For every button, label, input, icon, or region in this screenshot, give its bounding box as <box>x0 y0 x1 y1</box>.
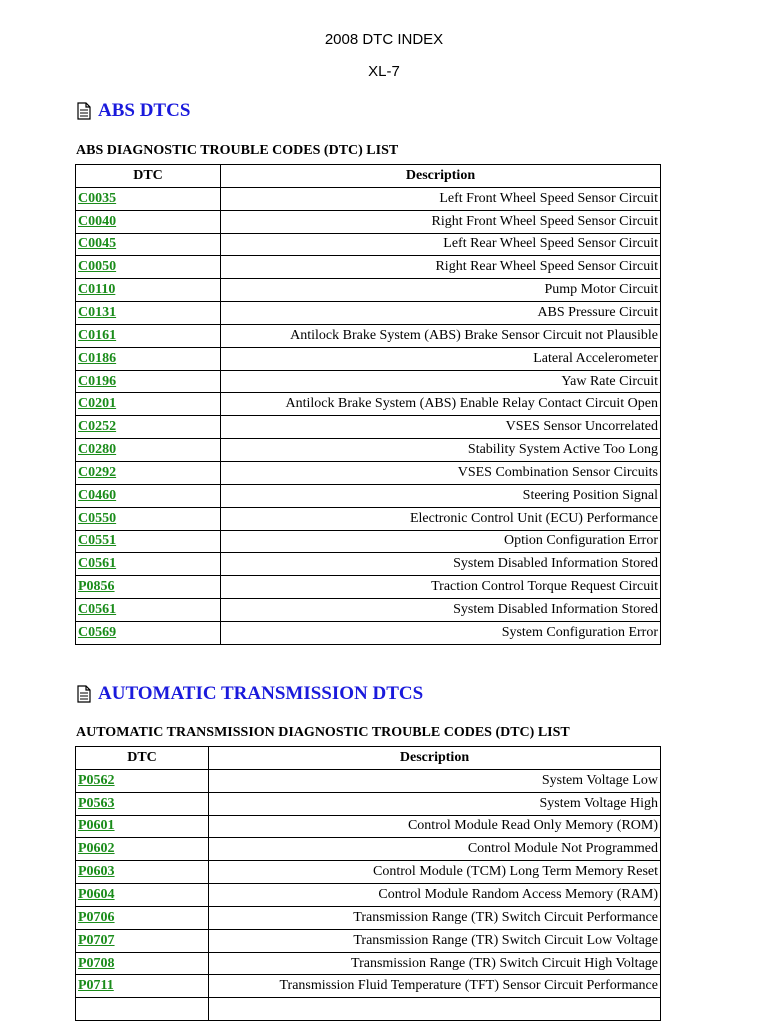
table-row <box>76 370 661 393</box>
dtc-cell <box>76 439 221 462</box>
dtc-code-link[interactable]: P0711 <box>78 978 114 994</box>
column-header-description: Description <box>209 747 661 770</box>
section-heading-label: AUTOMATIC TRANSMISSION DTCS <box>98 683 424 704</box>
table-row <box>76 393 661 416</box>
dtc-code-link[interactable]: C0196 <box>78 373 117 389</box>
dtc-cell <box>76 416 221 439</box>
dtc-table-abs <box>75 164 661 645</box>
table-row <box>76 975 661 998</box>
dtc-code-link[interactable]: P0604 <box>78 886 115 902</box>
table-row <box>76 815 661 838</box>
column-header-dtc: DTC <box>76 165 221 188</box>
table-row <box>76 576 661 599</box>
dtc-cell <box>76 576 221 599</box>
dtc-code-link[interactable]: C0550 <box>78 510 117 526</box>
dtc-code-link[interactable]: C0161 <box>78 327 117 343</box>
dtc-description: Transmission Range (TR) Switch Circuit Low Voltage <box>209 929 661 952</box>
dtc-cell <box>76 370 221 393</box>
dtc-code-link[interactable]: C0551 <box>78 533 117 549</box>
dtc-description: System Voltage Low <box>209 769 661 792</box>
dtc-code-link[interactable]: P0563 <box>78 795 115 811</box>
dtc-code-link[interactable]: C0561 <box>78 601 117 617</box>
dtc-cell <box>76 975 209 998</box>
table-row <box>76 906 661 929</box>
dtc-description: Transmission Range (TR) Switch Circuit High Voltage <box>209 952 661 975</box>
table-row <box>76 769 661 792</box>
document-icon <box>76 102 92 120</box>
dtc-cell <box>76 507 221 530</box>
dtc-cell <box>76 210 221 233</box>
table-row <box>76 599 661 622</box>
dtc-code-link[interactable]: C0045 <box>78 236 117 252</box>
table-row <box>76 279 661 302</box>
dtc-description: Right Rear Wheel Speed Sensor Circuit <box>221 256 661 279</box>
table-row <box>76 187 661 210</box>
dtc-cell <box>76 838 209 861</box>
dtc-description <box>209 998 661 1021</box>
dtc-code-link[interactable]: C0460 <box>78 487 117 503</box>
dtc-cell <box>76 952 209 975</box>
section-heading-abs[interactable] <box>76 100 190 122</box>
dtc-cell <box>76 187 221 210</box>
dtc-description: Pump Motor Circuit <box>221 279 661 302</box>
dtc-description: Stability System Active Too Long <box>221 439 661 462</box>
table-row <box>76 507 661 530</box>
dtc-description: Electronic Control Unit (ECU) Performance <box>221 507 661 530</box>
dtc-cell <box>76 815 209 838</box>
table-row <box>76 530 661 553</box>
dtc-cell <box>76 256 221 279</box>
dtc-description: VSES Combination Sensor Circuits <box>221 461 661 484</box>
dtc-description: Transmission Range (TR) Switch Circuit Performance <box>209 906 661 929</box>
dtc-description: System Voltage High <box>209 792 661 815</box>
section-heading-automatic-transmission[interactable] <box>76 683 423 705</box>
table-header-row <box>76 165 661 188</box>
table-row <box>76 553 661 576</box>
dtc-cell <box>76 393 221 416</box>
table-row <box>76 838 661 861</box>
table-row <box>76 998 661 1021</box>
dtc-description: Right Front Wheel Speed Sensor Circuit <box>221 210 661 233</box>
table-row <box>76 210 661 233</box>
dtc-code-link[interactable]: C0280 <box>78 442 117 458</box>
table-row <box>76 952 661 975</box>
document-title: 2008 DTC INDEX <box>324 31 444 48</box>
dtc-code-link[interactable]: P0708 <box>78 955 115 971</box>
dtc-cell <box>76 906 209 929</box>
dtc-description: Antilock Brake System (ABS) Brake Sensor Circuit not Plausible <box>221 324 661 347</box>
dtc-code-link[interactable]: C0035 <box>78 190 117 206</box>
dtc-description: Antilock Brake System (ABS) Enable Relay Contact Circuit Open <box>221 393 661 416</box>
dtc-code-link[interactable]: C0110 <box>78 282 116 298</box>
dtc-cell <box>76 233 221 256</box>
column-header-description: Description <box>221 165 661 188</box>
dtc-code-link[interactable]: P0603 <box>78 864 115 880</box>
dtc-cell <box>76 884 209 907</box>
dtc-cell <box>76 324 221 347</box>
dtc-cell <box>76 530 221 553</box>
section-heading-label: ABS DTCS <box>98 100 191 121</box>
table-caption-automatic-transmission: AUTOMATIC TRANSMISSION DIAGNOSTIC TROUBLE CODES (DTC) LIST <box>76 725 570 740</box>
dtc-code-link[interactable]: C0569 <box>78 624 117 640</box>
dtc-description: Control Module (TCM) Long Term Memory Reset <box>209 861 661 884</box>
table-row <box>76 347 661 370</box>
dtc-description: Steering Position Signal <box>221 484 661 507</box>
dtc-table-automatic-transmission <box>75 746 661 1021</box>
table-row <box>76 484 661 507</box>
dtc-description: Yaw Rate Circuit <box>221 370 661 393</box>
table-caption-abs: ABS DIAGNOSTIC TROUBLE CODES (DTC) LIST <box>76 143 399 158</box>
table-row <box>76 792 661 815</box>
dtc-cell <box>76 279 221 302</box>
dtc-description: Control Module Not Programmed <box>209 838 661 861</box>
dtc-cell <box>76 998 209 1021</box>
dtc-description: System Configuration Error <box>221 621 661 644</box>
table-row <box>76 302 661 325</box>
dtc-description: Left Rear Wheel Speed Sensor Circuit <box>221 233 661 256</box>
table-row <box>76 233 661 256</box>
table-row <box>76 884 661 907</box>
dtc-code-link[interactable]: C0292 <box>78 464 117 480</box>
dtc-cell <box>76 929 209 952</box>
dtc-code-link[interactable]: C0131 <box>78 304 117 320</box>
table-row <box>76 439 661 462</box>
dtc-description: Transmission Fluid Temperature (TFT) Sensor Circuit Performance <box>209 975 661 998</box>
dtc-cell <box>76 347 221 370</box>
dtc-code-link[interactable]: C0040 <box>78 213 117 229</box>
dtc-cell <box>76 461 221 484</box>
dtc-description: Control Module Read Only Memory (ROM) <box>209 815 661 838</box>
dtc-cell <box>76 769 209 792</box>
table-row <box>76 416 661 439</box>
dtc-code-link[interactable]: P0562 <box>78 772 115 788</box>
dtc-description: Traction Control Torque Request Circuit <box>221 576 661 599</box>
dtc-description: ABS Pressure Circuit <box>221 302 661 325</box>
dtc-code-link[interactable]: P0601 <box>78 818 115 834</box>
dtc-code-link[interactable]: C0186 <box>78 350 117 366</box>
dtc-cell <box>76 621 221 644</box>
dtc-description: System Disabled Information Stored <box>221 553 661 576</box>
dtc-code-link[interactable]: C0252 <box>78 419 117 435</box>
dtc-cell <box>76 553 221 576</box>
table-row <box>76 929 661 952</box>
document-icon <box>76 685 92 703</box>
dtc-code-link[interactable]: C0050 <box>78 259 117 275</box>
table-row <box>76 256 661 279</box>
table-row <box>76 861 661 884</box>
dtc-cell <box>76 599 221 622</box>
dtc-description: Left Front Wheel Speed Sensor Circuit <box>221 187 661 210</box>
dtc-code-link[interactable]: C0201 <box>78 396 117 412</box>
table-header-row <box>76 747 661 770</box>
table-row <box>76 621 661 644</box>
dtc-description: Option Configuration Error <box>221 530 661 553</box>
dtc-description: System Disabled Information Stored <box>221 599 661 622</box>
dtc-cell <box>76 861 209 884</box>
dtc-code-link[interactable]: P0706 <box>78 909 115 925</box>
column-header-dtc: DTC <box>76 747 209 770</box>
dtc-cell <box>76 302 221 325</box>
dtc-description: VSES Sensor Uncorrelated <box>221 416 661 439</box>
dtc-code-link[interactable]: C0561 <box>78 556 117 572</box>
table-row <box>76 461 661 484</box>
dtc-code-link[interactable]: P0707 <box>78 932 115 948</box>
model-name: XL-7 <box>368 63 400 80</box>
dtc-description: Lateral Accelerometer <box>221 347 661 370</box>
dtc-cell <box>76 484 221 507</box>
dtc-cell <box>76 792 209 815</box>
dtc-description: Control Module Random Access Memory (RAM) <box>209 884 661 907</box>
dtc-code-link[interactable]: P0856 <box>78 579 115 595</box>
dtc-code-link[interactable]: P0602 <box>78 841 115 857</box>
table-row <box>76 324 661 347</box>
